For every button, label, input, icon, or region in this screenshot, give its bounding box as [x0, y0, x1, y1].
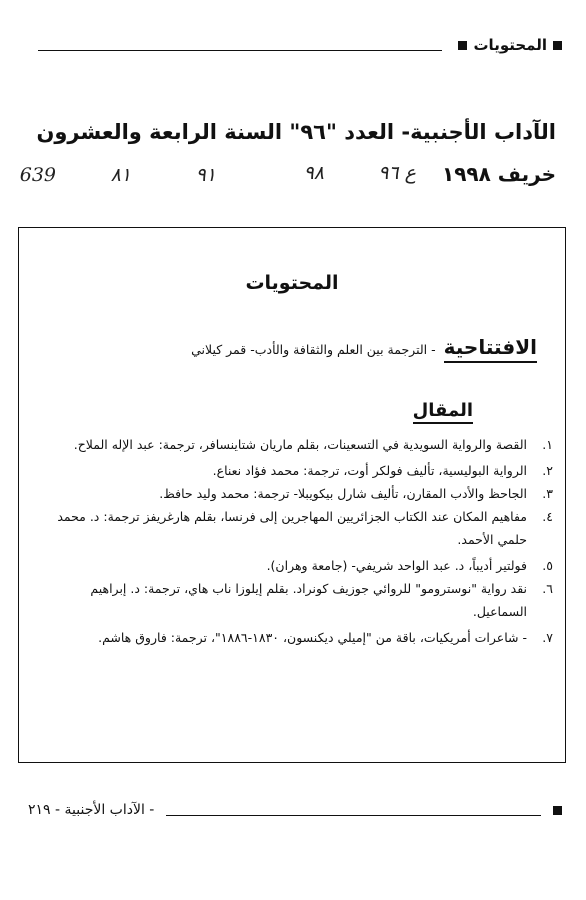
item-text: - شاعرات أمريكيات، باقة من "إميلي ديكنسون، ١٨٣٠-١٨٨٦"، ترجمة: فاروق هاشم. [98, 630, 527, 645]
footer-text: - الآداب الأجنبية - ٢١٩ [28, 802, 155, 818]
footer-rule [166, 815, 541, 816]
handwritten-note: ع ٩٦ [378, 162, 416, 184]
item-number: ٥. [542, 558, 553, 573]
item-text: مفاهيم المكان عند الكتاب الجزائريين المهاجرين إلى فرنسا، بقلم هارغريفز ترجمة: د. محمد حلمي الأحمد. [57, 509, 527, 547]
list-item [35, 554, 553, 577]
item-number: ٦. [542, 581, 553, 596]
item-number: ٧. [542, 630, 553, 645]
item-text: فولتير أديباً، د. عبد الواحد شريفي- (جامعة وهران). [266, 558, 527, 573]
item-text: القصة والرواية السويدية في التسعينات، بقلم ماريان شتاينسافر، ترجمة: عبد الإله الملاح. [73, 437, 527, 452]
articles-list [35, 433, 553, 652]
editorial-label: الافتتاحية [444, 335, 537, 363]
handwritten-note: ٨١ [110, 164, 131, 186]
list-item [35, 626, 553, 649]
item-number: ٢. [542, 463, 553, 478]
editorial-text: - الترجمة بين العلم والثقافة والأدب- قمر كيلاني [191, 342, 436, 357]
running-header-title: المحتويات [473, 36, 547, 54]
issue-season: خريف ١٩٩٨ [442, 162, 556, 186]
list-item [35, 482, 553, 505]
item-text: نقد رواية "نوسترومو" للروائي جوزيف كونراد. بقلم إيلوزا ناب هاي، ترجمة: د. إبراهيم السماعيل. [90, 581, 527, 619]
square-bullet-icon [553, 41, 562, 50]
item-number: ٤. [542, 509, 553, 524]
contents-box [18, 227, 566, 763]
list-item [35, 577, 553, 623]
journal-title: الآداب الأجنبية- العدد "٩٦" السنة الرابعة والعشرون [36, 120, 556, 144]
header-rule [38, 50, 442, 51]
contents-heading: المحتويات [245, 272, 339, 294]
page-footer [28, 797, 562, 823]
item-number: ٣. [542, 486, 553, 501]
item-number: ١. [542, 437, 553, 452]
handwritten-note: 639 [19, 164, 56, 186]
list-item [35, 505, 553, 551]
editorial-entry [39, 335, 537, 363]
handwritten-note: ٩٨ [303, 162, 324, 184]
handwritten-note: ٩١ [195, 164, 216, 186]
issue-line [19, 160, 556, 190]
item-text: الرواية البوليسية، تأليف فولكر أوت، ترجمة: محمد فؤاد نعناع. [212, 463, 527, 478]
list-item [35, 459, 553, 482]
articles-heading: المقال [413, 400, 473, 424]
square-bullet-icon [458, 41, 467, 50]
item-text: الجاحظ والأدب المقارن، تأليف شارل بيكويبلا- ترجمة: محمد وليد حافظ. [159, 486, 527, 501]
square-bullet-icon [553, 806, 562, 815]
running-header [28, 32, 568, 58]
list-item [35, 433, 553, 456]
